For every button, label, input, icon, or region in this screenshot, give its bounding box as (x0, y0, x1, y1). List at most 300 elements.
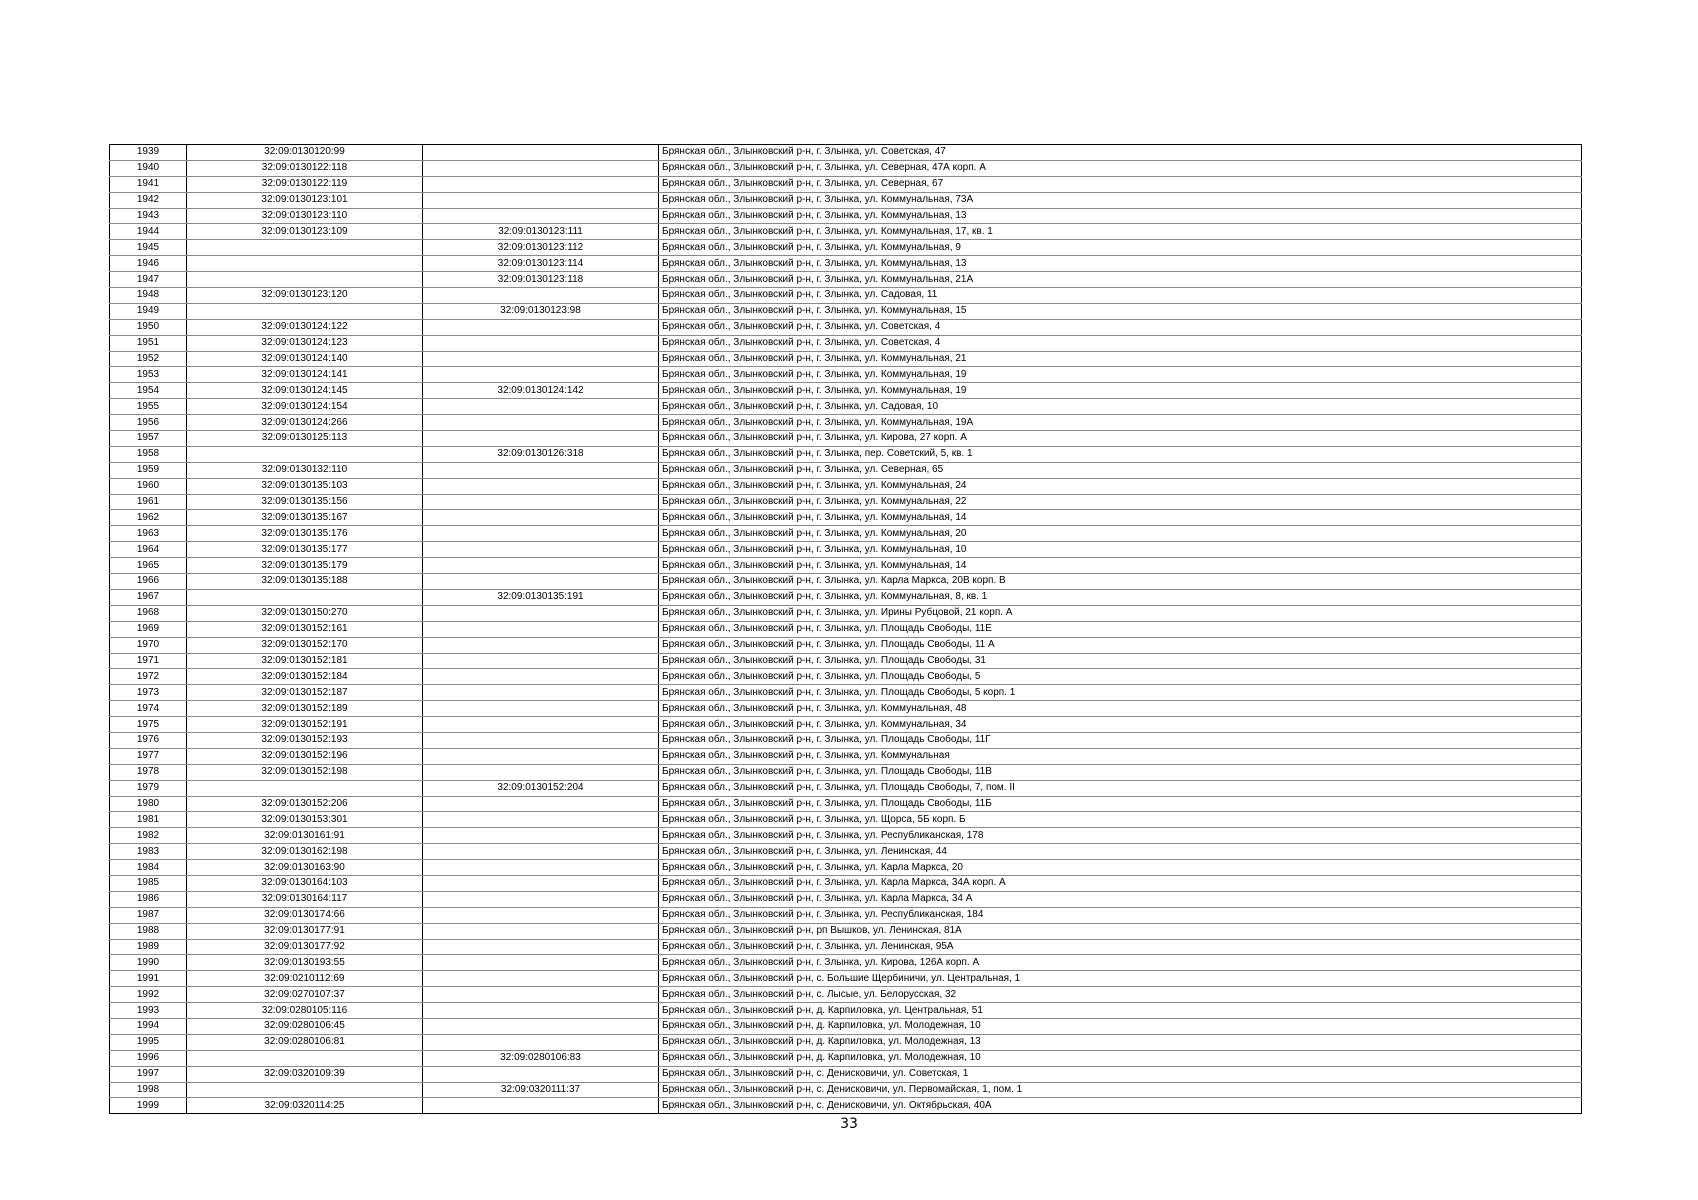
related-cadastral-number-cell (423, 351, 659, 367)
related-cadastral-number-cell (423, 764, 659, 780)
table-row (110, 446, 1582, 462)
related-cadastral-number-cell (423, 907, 659, 923)
cadastral-number-cell: 32:09:0130152:206 (187, 796, 423, 812)
row-number-cell: 1942 (110, 192, 187, 208)
related-cadastral-number-cell (423, 875, 659, 891)
address-cell: Брянская обл., Злынковский р-н, г. Злынка, ул. Коммунальная, 14 (659, 510, 1582, 526)
table-row (110, 415, 1582, 431)
row-number-cell: 1962 (110, 510, 187, 526)
related-cadastral-number-cell (423, 558, 659, 574)
table-row (110, 462, 1582, 478)
related-cadastral-number-cell: 32:09:0130123:118 (423, 272, 659, 288)
address-cell: Брянская обл., Злынковский р-н, г. Злынка, ул. Коммунальная, 22 (659, 494, 1582, 510)
table-row (110, 288, 1582, 304)
row-number-cell: 1951 (110, 335, 187, 351)
table-row (110, 145, 1582, 161)
address-cell: Брянская обл., Злынковский р-н, г. Злынка, ул. Советская, 4 (659, 335, 1582, 351)
table-row (110, 542, 1582, 558)
row-number-cell: 1945 (110, 240, 187, 256)
table-row (110, 303, 1582, 319)
address-cell: Брянская обл., Злынковский р-н, с. Денисковичи, ул. Первомайская, 1, пом. 1 (659, 1082, 1582, 1098)
row-number-cell: 1960 (110, 478, 187, 494)
row-number-cell: 1952 (110, 351, 187, 367)
cadastral-number-cell: 32:09:0130152:191 (187, 717, 423, 733)
row-number-cell: 1971 (110, 653, 187, 669)
row-number-cell: 1941 (110, 176, 187, 192)
related-cadastral-number-cell (423, 891, 659, 907)
table-row (110, 478, 1582, 494)
row-number-cell: 1958 (110, 446, 187, 462)
row-number-cell: 1966 (110, 574, 187, 590)
related-cadastral-number-cell (423, 494, 659, 510)
table-row (110, 192, 1582, 208)
table-row (110, 335, 1582, 351)
related-cadastral-number-cell: 32:09:0320111:37 (423, 1082, 659, 1098)
cadastral-number-cell: 32:09:0130124:145 (187, 383, 423, 399)
table-row (110, 558, 1582, 574)
row-number-cell: 1964 (110, 542, 187, 558)
cadastral-number-cell (187, 446, 423, 462)
related-cadastral-number-cell (423, 844, 659, 860)
address-cell: Брянская обл., Злынковский р-н, г. Злынка, ул. Коммунальная, 21А (659, 272, 1582, 288)
cadastral-number-cell: 32:09:0130164:117 (187, 891, 423, 907)
table-row (110, 923, 1582, 939)
related-cadastral-number-cell (423, 192, 659, 208)
related-cadastral-number-cell (423, 939, 659, 955)
table-row (110, 621, 1582, 637)
address-cell: Брянская обл., Злынковский р-н, г. Злынка, ул. Северная, 47А корп. А (659, 160, 1582, 176)
row-number-cell: 1969 (110, 621, 187, 637)
related-cadastral-number-cell (423, 637, 659, 653)
cadastral-number-cell: 32:09:0280106:45 (187, 1018, 423, 1034)
address-cell: Брянская обл., Злынковский р-н, г. Злынка, ул. Республиканская, 178 (659, 828, 1582, 844)
address-cell: Брянская обл., Злынковский р-н, г. Злынка, ул. Коммунальная, 34 (659, 717, 1582, 733)
related-cadastral-number-cell (423, 987, 659, 1003)
table-row (110, 351, 1582, 367)
cadastral-number-cell (187, 256, 423, 272)
table-row (110, 812, 1582, 828)
page-number: 33 (840, 1116, 858, 1132)
address-cell: Брянская обл., Злынковский р-н, г. Злынка, ул. Коммунальная, 13 (659, 208, 1582, 224)
related-cadastral-number-cell (423, 812, 659, 828)
related-cadastral-number-cell: 32:09:0130152:204 (423, 780, 659, 796)
row-number-cell: 1996 (110, 1050, 187, 1066)
table-row (110, 208, 1582, 224)
related-cadastral-number-cell (423, 462, 659, 478)
address-cell: Брянская обл., Злынковский р-н, г. Злынка, ул. Коммунальная, 8, кв. 1 (659, 589, 1582, 605)
address-cell: Брянская обл., Злынковский р-н, г. Злынка, пер. Советский, 5, кв. 1 (659, 446, 1582, 462)
cadastral-number-cell (187, 1082, 423, 1098)
table-row (110, 256, 1582, 272)
table-row (110, 1003, 1582, 1019)
registry-table (109, 144, 1582, 1114)
row-number-cell: 1968 (110, 605, 187, 621)
cadastral-number-cell: 32:09:0130135:179 (187, 558, 423, 574)
address-cell: Брянская обл., Злынковский р-н, г. Злынка, ул. Коммунальная, 17, кв. 1 (659, 224, 1582, 240)
table-row (110, 160, 1582, 176)
row-number-cell: 1987 (110, 907, 187, 923)
table-row (110, 431, 1582, 447)
cadastral-number-cell: 32:09:0130124:140 (187, 351, 423, 367)
address-cell: Брянская обл., Злынковский р-н, г. Злынка, ул. Северная, 65 (659, 462, 1582, 478)
row-number-cell: 1939 (110, 145, 187, 161)
table-row (110, 1050, 1582, 1066)
cadastral-number-cell: 32:09:0130125:113 (187, 431, 423, 447)
row-number-cell: 1946 (110, 256, 187, 272)
related-cadastral-number-cell (423, 796, 659, 812)
row-number-cell: 1976 (110, 732, 187, 748)
address-cell: Брянская обл., Злынковский р-н, рп Вышков, ул. Ленинская, 81А (659, 923, 1582, 939)
cadastral-number-cell: 32:09:0130152:187 (187, 685, 423, 701)
row-number-cell: 1944 (110, 224, 187, 240)
related-cadastral-number-cell (423, 748, 659, 764)
related-cadastral-number-cell (423, 176, 659, 192)
related-cadastral-number-cell (423, 288, 659, 304)
row-number-cell: 1947 (110, 272, 187, 288)
related-cadastral-number-cell: 32:09:0130124:142 (423, 383, 659, 399)
cadastral-number-cell: 32:09:0130123:110 (187, 208, 423, 224)
cadastral-number-cell: 32:09:0270107:37 (187, 987, 423, 1003)
table-row (110, 574, 1582, 590)
row-number-cell: 1955 (110, 399, 187, 415)
related-cadastral-number-cell: 32:09:0130135:191 (423, 589, 659, 605)
address-cell: Брянская обл., Злынковский р-н, г. Злынка, ул. Площадь Свободы, 11В (659, 764, 1582, 780)
table-row (110, 764, 1582, 780)
address-cell: Брянская обл., Злынковский р-н, г. Злынка, ул. Площадь Свободы, 5 корп. 1 (659, 685, 1582, 701)
cadastral-number-cell: 32:09:0130124:123 (187, 335, 423, 351)
cadastral-number-cell: 32:09:0130150:270 (187, 605, 423, 621)
related-cadastral-number-cell: 32:09:0130123:112 (423, 240, 659, 256)
cadastral-number-cell: 32:09:0130164:103 (187, 875, 423, 891)
table-row (110, 955, 1582, 971)
row-number-cell: 1985 (110, 875, 187, 891)
row-number-cell: 1963 (110, 526, 187, 542)
row-number-cell: 1970 (110, 637, 187, 653)
cadastral-number-cell: 32:09:0130152:193 (187, 732, 423, 748)
table-row (110, 748, 1582, 764)
cadastral-number-cell (187, 240, 423, 256)
address-cell: Брянская обл., Злынковский р-н, г. Злынка, ул. Коммунальная, 19 (659, 383, 1582, 399)
cadastral-number-cell: 32:09:0130132:110 (187, 462, 423, 478)
cadastral-number-cell: 32:09:0130123:101 (187, 192, 423, 208)
related-cadastral-number-cell (423, 160, 659, 176)
row-number-cell: 1981 (110, 812, 187, 828)
cadastral-number-cell: 32:09:0130174:66 (187, 907, 423, 923)
row-number-cell: 1940 (110, 160, 187, 176)
row-number-cell: 1988 (110, 923, 187, 939)
related-cadastral-number-cell (423, 1034, 659, 1050)
related-cadastral-number-cell (423, 510, 659, 526)
related-cadastral-number-cell (423, 1098, 659, 1114)
related-cadastral-number-cell (423, 955, 659, 971)
table-row (110, 796, 1582, 812)
table-row (110, 1018, 1582, 1034)
table-row (110, 510, 1582, 526)
cadastral-number-cell (187, 589, 423, 605)
address-cell: Брянская обл., Злынковский р-н, г. Злынка, ул. Коммунальная, 24 (659, 478, 1582, 494)
row-number-cell: 1949 (110, 303, 187, 319)
related-cadastral-number-cell (423, 605, 659, 621)
related-cadastral-number-cell (423, 1003, 659, 1019)
table-row (110, 669, 1582, 685)
related-cadastral-number-cell (423, 574, 659, 590)
table-row (110, 828, 1582, 844)
address-cell: Брянская обл., Злынковский р-н, д. Карпиловка, ул. Молодежная, 10 (659, 1018, 1582, 1034)
row-number-cell: 1980 (110, 796, 187, 812)
cadastral-number-cell: 32:09:0130163:90 (187, 860, 423, 876)
row-number-cell: 1965 (110, 558, 187, 574)
cadastral-number-cell: 32:09:0130135:188 (187, 574, 423, 590)
address-cell: Брянская обл., Злынковский р-н, г. Злынка, ул. Площадь Свободы, 5 (659, 669, 1582, 685)
cadastral-number-cell: 32:09:0130152:189 (187, 701, 423, 717)
related-cadastral-number-cell (423, 478, 659, 494)
address-cell: Брянская обл., Злынковский р-н, г. Злынка, ул. Коммунальная, 13 (659, 256, 1582, 272)
related-cadastral-number-cell (423, 335, 659, 351)
cadastral-number-cell: 32:09:0130123:120 (187, 288, 423, 304)
address-cell: Брянская обл., Злынковский р-н, г. Злынка, ул. Коммунальная, 20 (659, 526, 1582, 542)
related-cadastral-number-cell (423, 319, 659, 335)
row-number-cell: 1999 (110, 1098, 187, 1114)
related-cadastral-number-cell (423, 399, 659, 415)
cadastral-number-cell: 32:09:0130135:103 (187, 478, 423, 494)
table-row (110, 844, 1582, 860)
cadastral-number-cell (187, 1050, 423, 1066)
cadastral-number-cell: 32:09:0130152:184 (187, 669, 423, 685)
address-cell: Брянская обл., Злынковский р-н, г. Злынка, ул. Площадь Свободы, 31 (659, 653, 1582, 669)
cadastral-number-cell (187, 272, 423, 288)
cadastral-number-cell: 32:09:0130124:154 (187, 399, 423, 415)
address-cell: Брянская обл., Злынковский р-н, г. Злынка, ул. Коммунальная, 15 (659, 303, 1582, 319)
address-cell: Брянская обл., Злынковский р-н, г. Злынка, ул. Коммунальная, 48 (659, 701, 1582, 717)
related-cadastral-number-cell (423, 526, 659, 542)
related-cadastral-number-cell (423, 732, 659, 748)
related-cadastral-number-cell (423, 860, 659, 876)
cadastral-number-cell: 32:09:0320109:39 (187, 1066, 423, 1082)
cadastral-number-cell: 32:09:0130153:301 (187, 812, 423, 828)
table-row (110, 605, 1582, 621)
address-cell: Брянская обл., Злынковский р-н, г. Злынка, ул. Карла Маркса, 20В корп. В (659, 574, 1582, 590)
cadastral-number-cell: 32:09:0130152:196 (187, 748, 423, 764)
cadastral-number-cell: 32:09:0130177:91 (187, 923, 423, 939)
table-row (110, 891, 1582, 907)
address-cell: Брянская обл., Злынковский р-н, г. Злынка, ул. Карла Маркса, 34А корп. А (659, 875, 1582, 891)
table-row (110, 1034, 1582, 1050)
table-row (110, 272, 1582, 288)
cadastral-number-cell: 32:09:0320114:25 (187, 1098, 423, 1114)
address-cell: Брянская обл., Злынковский р-н, г. Злынка, ул. Коммунальная, 19А (659, 415, 1582, 431)
related-cadastral-number-cell (423, 431, 659, 447)
address-cell: Брянская обл., Злынковский р-н, г. Злынка, ул. Кирова, 126А корп. А (659, 955, 1582, 971)
table-row (110, 939, 1582, 955)
related-cadastral-number-cell: 32:09:0130123:114 (423, 256, 659, 272)
table-row (110, 1082, 1582, 1098)
table-row (110, 717, 1582, 733)
address-cell: Брянская обл., Злынковский р-н, г. Злынка, ул. Кирова, 27 корп. А (659, 431, 1582, 447)
table-row (110, 176, 1582, 192)
table-row (110, 685, 1582, 701)
cadastral-number-cell: 32:09:0130122:119 (187, 176, 423, 192)
address-cell: Брянская обл., Злынковский р-н, г. Злынка, ул. Площадь Свободы, 11Б (659, 796, 1582, 812)
address-cell: Брянская обл., Злынковский р-н, г. Злынка, ул. Коммунальная, 21 (659, 351, 1582, 367)
row-number-cell: 1978 (110, 764, 187, 780)
table-row (110, 494, 1582, 510)
table-row (110, 732, 1582, 748)
address-cell: Брянская обл., Злынковский р-н, г. Злынка, ул. Коммунальная, 10 (659, 542, 1582, 558)
address-cell: Брянская обл., Злынковский р-н, г. Злынка, ул. Карла Маркса, 34 А (659, 891, 1582, 907)
related-cadastral-number-cell (423, 208, 659, 224)
cadastral-number-cell: 32:09:0130122:118 (187, 160, 423, 176)
row-number-cell: 1993 (110, 1003, 187, 1019)
cadastral-number-cell: 32:09:0130120:99 (187, 145, 423, 161)
address-cell: Брянская обл., Злынковский р-н, г. Злынка, ул. Карла Маркса, 20 (659, 860, 1582, 876)
related-cadastral-number-cell (423, 367, 659, 383)
table-row (110, 224, 1582, 240)
related-cadastral-number-cell: 32:09:0130126:318 (423, 446, 659, 462)
cadastral-number-cell: 32:09:0280105:116 (187, 1003, 423, 1019)
cadastral-number-cell: 32:09:0130152:170 (187, 637, 423, 653)
table-row (110, 875, 1582, 891)
address-cell: Брянская обл., Злынковский р-н, г. Злынка, ул. Садовая, 11 (659, 288, 1582, 304)
related-cadastral-number-cell (423, 971, 659, 987)
table-row (110, 701, 1582, 717)
row-number-cell: 1950 (110, 319, 187, 335)
related-cadastral-number-cell (423, 717, 659, 733)
address-cell: Брянская обл., Злынковский р-н, г. Злынка, ул. Советская, 4 (659, 319, 1582, 335)
cadastral-number-cell: 32:09:0130152:161 (187, 621, 423, 637)
related-cadastral-number-cell (423, 828, 659, 844)
table-row (110, 860, 1582, 876)
table-row (110, 653, 1582, 669)
address-cell: Брянская обл., Злынковский р-н, г. Злынка, ул. Площадь Свободы, 11Г (659, 732, 1582, 748)
cadastral-number-cell: 32:09:0130124:266 (187, 415, 423, 431)
cadastral-number-cell: 32:09:0130123:109 (187, 224, 423, 240)
cadastral-number-cell (187, 780, 423, 796)
row-number-cell: 1948 (110, 288, 187, 304)
row-number-cell: 1992 (110, 987, 187, 1003)
cadastral-number-cell: 32:09:0130135:167 (187, 510, 423, 526)
row-number-cell: 1967 (110, 589, 187, 605)
address-cell: Брянская обл., Злынковский р-н, с. Денисковичи, ул. Октябрьская, 40А (659, 1098, 1582, 1114)
address-cell: Брянская обл., Злынковский р-н, г. Злынка, ул. Площадь Свободы, 11 А (659, 637, 1582, 653)
row-number-cell: 1984 (110, 860, 187, 876)
row-number-cell: 1974 (110, 701, 187, 717)
cadastral-number-cell: 32:09:0280106:81 (187, 1034, 423, 1050)
row-number-cell: 1975 (110, 717, 187, 733)
table-row (110, 1066, 1582, 1082)
table-row (110, 367, 1582, 383)
address-cell: Брянская обл., Злынковский р-н, с. Денисковичи, ул. Советская, 1 (659, 1066, 1582, 1082)
row-number-cell: 1957 (110, 431, 187, 447)
table-row (110, 1098, 1582, 1114)
row-number-cell: 1986 (110, 891, 187, 907)
address-cell: Брянская обл., Злынковский р-н, с. Лысые, ул. Белорусская, 32 (659, 987, 1582, 1003)
related-cadastral-number-cell (423, 701, 659, 717)
row-number-cell: 1953 (110, 367, 187, 383)
related-cadastral-number-cell: 32:09:0130123:111 (423, 224, 659, 240)
address-cell: Брянская обл., Злынковский р-н, г. Злынка, ул. Северная, 67 (659, 176, 1582, 192)
row-number-cell: 1998 (110, 1082, 187, 1098)
row-number-cell: 1983 (110, 844, 187, 860)
address-cell: Брянская обл., Злынковский р-н, д. Карпиловка, ул. Молодежная, 10 (659, 1050, 1582, 1066)
table-row (110, 780, 1582, 796)
address-cell: Брянская обл., Злынковский р-н, д. Карпиловка, ул. Молодежная, 13 (659, 1034, 1582, 1050)
row-number-cell: 1959 (110, 462, 187, 478)
cadastral-number-cell: 32:09:0130177:92 (187, 939, 423, 955)
row-number-cell: 1991 (110, 971, 187, 987)
address-cell: Брянская обл., Злынковский р-н, г. Злынка, ул. Коммунальная, 19 (659, 367, 1582, 383)
row-number-cell: 1990 (110, 955, 187, 971)
related-cadastral-number-cell (423, 1066, 659, 1082)
table-row (110, 637, 1582, 653)
address-cell: Брянская обл., Злынковский р-н, д. Карпиловка, ул. Центральная, 51 (659, 1003, 1582, 1019)
row-number-cell: 1943 (110, 208, 187, 224)
cadastral-number-cell: 32:09:0130162:198 (187, 844, 423, 860)
address-cell: Брянская обл., Злынковский р-н, г. Злынка, ул. Площадь Свободы, 7, пом. II (659, 780, 1582, 796)
row-number-cell: 1961 (110, 494, 187, 510)
cadastral-number-cell: 32:09:0130135:177 (187, 542, 423, 558)
row-number-cell: 1954 (110, 383, 187, 399)
cadastral-number-cell: 32:09:0130161:91 (187, 828, 423, 844)
related-cadastral-number-cell: 32:09:0280106:83 (423, 1050, 659, 1066)
table-row (110, 319, 1582, 335)
related-cadastral-number-cell (423, 145, 659, 161)
address-cell: Брянская обл., Злынковский р-н, г. Злынка, ул. Ленинская, 95А (659, 939, 1582, 955)
cadastral-number-cell: 32:09:0210112:69 (187, 971, 423, 987)
cadastral-number-cell: 32:09:0130124:122 (187, 319, 423, 335)
row-number-cell: 1977 (110, 748, 187, 764)
row-number-cell: 1973 (110, 685, 187, 701)
related-cadastral-number-cell (423, 685, 659, 701)
table-row (110, 971, 1582, 987)
address-cell: Брянская обл., Злынковский р-н, г. Злынка, ул. Советская, 47 (659, 145, 1582, 161)
related-cadastral-number-cell (423, 415, 659, 431)
table-row (110, 240, 1582, 256)
related-cadastral-number-cell (423, 621, 659, 637)
cadastral-number-cell: 32:09:0130135:156 (187, 494, 423, 510)
address-cell: Брянская обл., Злынковский р-н, г. Злынка, ул. Коммунальная, 14 (659, 558, 1582, 574)
table-row (110, 907, 1582, 923)
related-cadastral-number-cell (423, 542, 659, 558)
cadastral-number-cell: 32:09:0130124:141 (187, 367, 423, 383)
row-number-cell: 1972 (110, 669, 187, 685)
row-number-cell: 1997 (110, 1066, 187, 1082)
table-row (110, 383, 1582, 399)
related-cadastral-number-cell (423, 1018, 659, 1034)
cadastral-number-cell: 32:09:0130135:176 (187, 526, 423, 542)
row-number-cell: 1995 (110, 1034, 187, 1050)
cadastral-number-cell: 32:09:0130193:55 (187, 955, 423, 971)
address-cell: Брянская обл., Злынковский р-н, г. Злынка, ул. Коммунальная, 73А (659, 192, 1582, 208)
address-cell: Брянская обл., Злынковский р-н, г. Злынка, ул. Садовая, 10 (659, 399, 1582, 415)
table-row (110, 987, 1582, 1003)
table-row (110, 589, 1582, 605)
address-cell: Брянская обл., Злынковский р-н, г. Злынка, ул. Щорса, 5Б корп. Б (659, 812, 1582, 828)
related-cadastral-number-cell (423, 669, 659, 685)
address-cell: Брянская обл., Злынковский р-н, с. Большие Щербиничи, ул. Центральная, 1 (659, 971, 1582, 987)
cadastral-number-cell (187, 303, 423, 319)
related-cadastral-number-cell (423, 923, 659, 939)
cadastral-number-cell: 32:09:0130152:198 (187, 764, 423, 780)
address-cell: Брянская обл., Злынковский р-н, г. Злынка, ул. Республиканская, 184 (659, 907, 1582, 923)
table-row (110, 526, 1582, 542)
related-cadastral-number-cell (423, 653, 659, 669)
address-cell: Брянская обл., Злынковский р-н, г. Злынка, ул. Коммунальная, 9 (659, 240, 1582, 256)
row-number-cell: 1994 (110, 1018, 187, 1034)
row-number-cell: 1956 (110, 415, 187, 431)
table-body (110, 145, 1582, 1114)
address-cell: Брянская обл., Злынковский р-н, г. Злынка, ул. Площадь Свободы, 11Е (659, 621, 1582, 637)
address-cell: Брянская обл., Злынковский р-н, г. Злынка, ул. Ирины Рубцовой, 21 корп. А (659, 605, 1582, 621)
